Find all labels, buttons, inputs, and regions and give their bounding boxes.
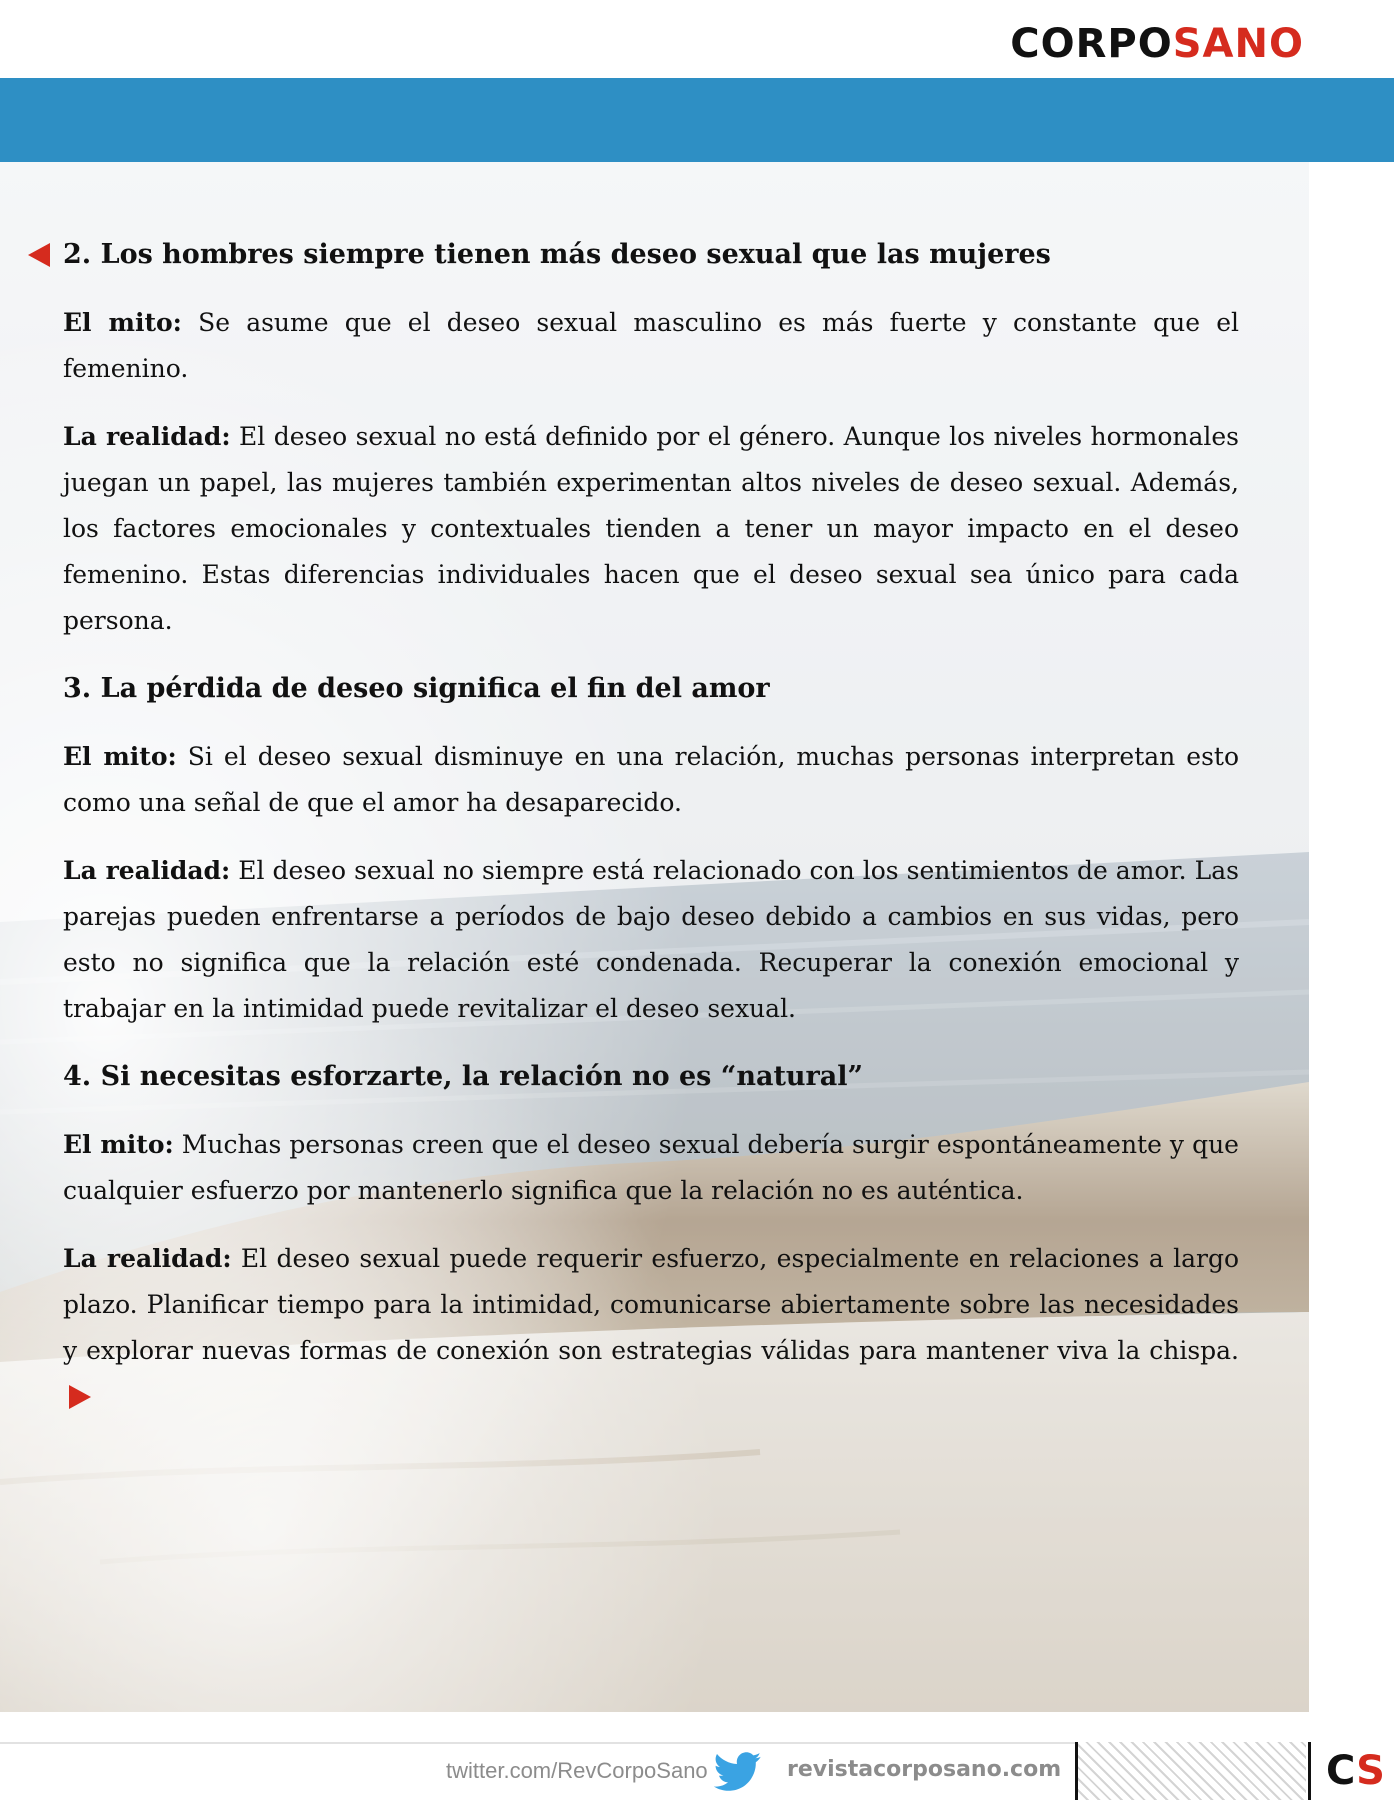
- corposano-logo: [1010, 20, 1304, 68]
- badge-s: S: [1356, 1748, 1385, 1794]
- page-header: [0, 0, 1394, 78]
- cs-badge-logo: [1326, 1748, 1385, 1794]
- section-heading: 3. La pérdida de deseo significa el fin del amor: [63, 673, 770, 704]
- triangle-right-icon: [69, 1385, 91, 1409]
- reality-paragraph: [63, 848, 1239, 1032]
- logo-corpo: CORPO: [1010, 21, 1173, 67]
- myth-paragraph: [63, 300, 1239, 392]
- myth-paragraph: [63, 734, 1239, 826]
- website-link[interactable]: revistacorposano.com: [787, 1757, 1062, 1782]
- twitter-link[interactable]: twitter.com/RevCorpoSano: [446, 1758, 708, 1783]
- myth-text: Muchas personas creen que el deseo sexual debería surgir espontáneamente y que cualquier esfuerzo por mantenerlo significa que la relación no es auténtica.: [63, 1130, 1239, 1205]
- reality-label: La realidad:: [63, 1244, 232, 1273]
- article-body: [63, 232, 1239, 1442]
- myth-label: El mito:: [63, 308, 182, 337]
- twitter-bird-icon: [714, 1752, 762, 1792]
- header-band: [0, 78, 1394, 162]
- section-heading: 2. Los hombres siempre tienen más deseo sexual que las mujeres: [63, 239, 1051, 270]
- page-footer: [0, 1742, 1394, 1800]
- reality-paragraph: [63, 414, 1239, 644]
- myth-text: Si el deseo sexual disminuye en una relación, muchas personas interpretan esto como una señal de que el amor ha desaparecido.: [63, 742, 1239, 817]
- triangle-left-icon: [28, 243, 50, 267]
- reality-paragraph: [63, 1236, 1239, 1420]
- footer-divider-line: [0, 1742, 1075, 1744]
- myth-label: El mito:: [63, 742, 177, 771]
- reality-text: El deseo sexual puede requerir esfuerzo, especialmente en relaciones a largo plazo. Planificar tiempo para la intimidad, comunicarse abiertamente sobre las necesidades y explorar nuevas formas de conexión son estrategias válidas para mantener viva la chispa.: [63, 1244, 1239, 1365]
- myth-paragraph: [63, 1122, 1239, 1214]
- myth-label: El mito:: [63, 1130, 174, 1159]
- logo-sano: SANO: [1172, 21, 1304, 67]
- reality-text: El deseo sexual no está definido por el género. Aunque los niveles hormonales juegan un papel, las mujeres también experimentan altos niveles de deseo sexual. Además, los factores emocionales y contextuales tienden a tener un mayor impacto en el deseo femenino. Estas diferencias individuales hacen que el deseo sexual sea único para cada persona.: [63, 422, 1240, 635]
- badge-c: C: [1326, 1748, 1357, 1794]
- reality-text: El deseo sexual no siempre está relacionado con los sentimientos de amor. Las parejas pueden enfrentarse a períodos de bajo deseo debido a cambios en sus vidas, pero esto no significa que la relación esté condenada. Recuperar la conexión emocional y trabajar en la intimidad puede revitalizar el deseo sexual.: [63, 856, 1239, 1023]
- footer-stripes: [1078, 1742, 1306, 1800]
- myth-text: Se asume que el deseo sexual masculino es más fuerte y constante que el femenino.: [63, 308, 1239, 383]
- reality-label: La realidad:: [63, 422, 231, 451]
- footer-divider: [1308, 1742, 1311, 1800]
- reality-label: La realidad:: [63, 856, 231, 885]
- section-heading: 4. Si necesitas esforzarte, la relación no es “natural”: [63, 1061, 864, 1092]
